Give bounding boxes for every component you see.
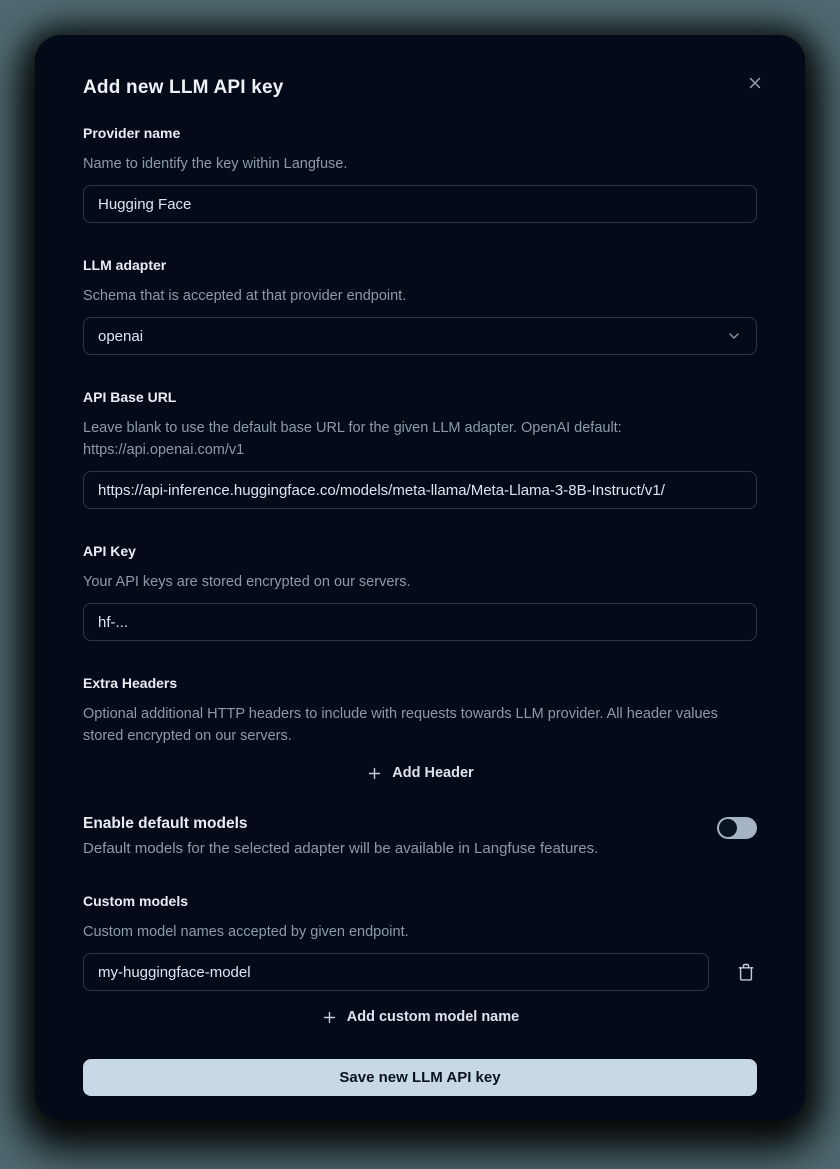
api-key-input[interactable] (83, 603, 757, 641)
close-button[interactable] (743, 71, 767, 95)
enable-default-models-description: Default models for the selected adapter will be available in Langfuse features. (83, 840, 599, 857)
custom-models-description: Custom model names accepted by given endpoint. (83, 924, 409, 940)
provider-name-field-group (83, 125, 757, 223)
add-llm-api-key-dialog (35, 35, 805, 1120)
add-header-button[interactable] (356, 761, 483, 785)
close-icon (746, 74, 764, 92)
add-header-button-label: Add Header (392, 765, 474, 781)
api-base-url-label: API Base URL (83, 389, 177, 405)
custom-models-label: Custom models (83, 893, 189, 909)
custom-model-row (83, 953, 757, 991)
extra-headers-field-group (83, 675, 757, 785)
enable-default-models-label: Enable default models (83, 815, 248, 832)
llm-adapter-label: LLM adapter (83, 257, 167, 273)
trash-icon (736, 961, 756, 983)
extra-headers-description: Optional additional HTTP headers to include with requests towards LLM provider. All header values stored encrypted on our servers. (83, 706, 718, 744)
api-key-description: Your API keys are stored encrypted on our servers. (83, 574, 411, 590)
enable-default-models-texts (83, 815, 598, 859)
api-base-url-description: Leave blank to use the default base URL for the given LLM adapter. OpenAI default: https://api.openai.com/v1 (83, 420, 622, 458)
save-new-llm-api-key-button[interactable]: Save new LLM API key (83, 1059, 757, 1096)
llm-adapter-select[interactable] (83, 317, 757, 355)
custom-models-field-group (83, 893, 757, 1029)
enable-default-models-toggle[interactable] (717, 817, 757, 839)
add-custom-model-button[interactable] (311, 1005, 529, 1029)
plus-icon (321, 1009, 338, 1026)
plus-icon (366, 765, 383, 782)
api-key-label: API Key (83, 543, 136, 559)
add-custom-model-button-label: Add custom model name (346, 1009, 520, 1025)
dialog-title: Add new LLM API key (83, 77, 284, 98)
custom-model-name-input[interactable] (83, 953, 709, 991)
api-key-field-group (83, 543, 757, 641)
llm-adapter-field-group (83, 257, 757, 355)
enable-default-models-row (83, 815, 757, 859)
delete-custom-model-button[interactable] (735, 960, 757, 984)
chevron-down-icon (726, 328, 742, 344)
provider-name-description: Name to identify the key within Langfuse. (83, 156, 348, 172)
llm-adapter-description: Schema that is accepted at that provider endpoint. (83, 288, 407, 304)
provider-name-input[interactable] (83, 185, 757, 223)
provider-name-label: Provider name (83, 125, 181, 141)
api-base-url-field-group (83, 389, 757, 509)
toggle-thumb (719, 819, 737, 837)
api-base-url-input[interactable] (83, 471, 757, 509)
llm-adapter-selected-value: openai (98, 327, 144, 345)
extra-headers-label: Extra Headers (83, 675, 178, 691)
